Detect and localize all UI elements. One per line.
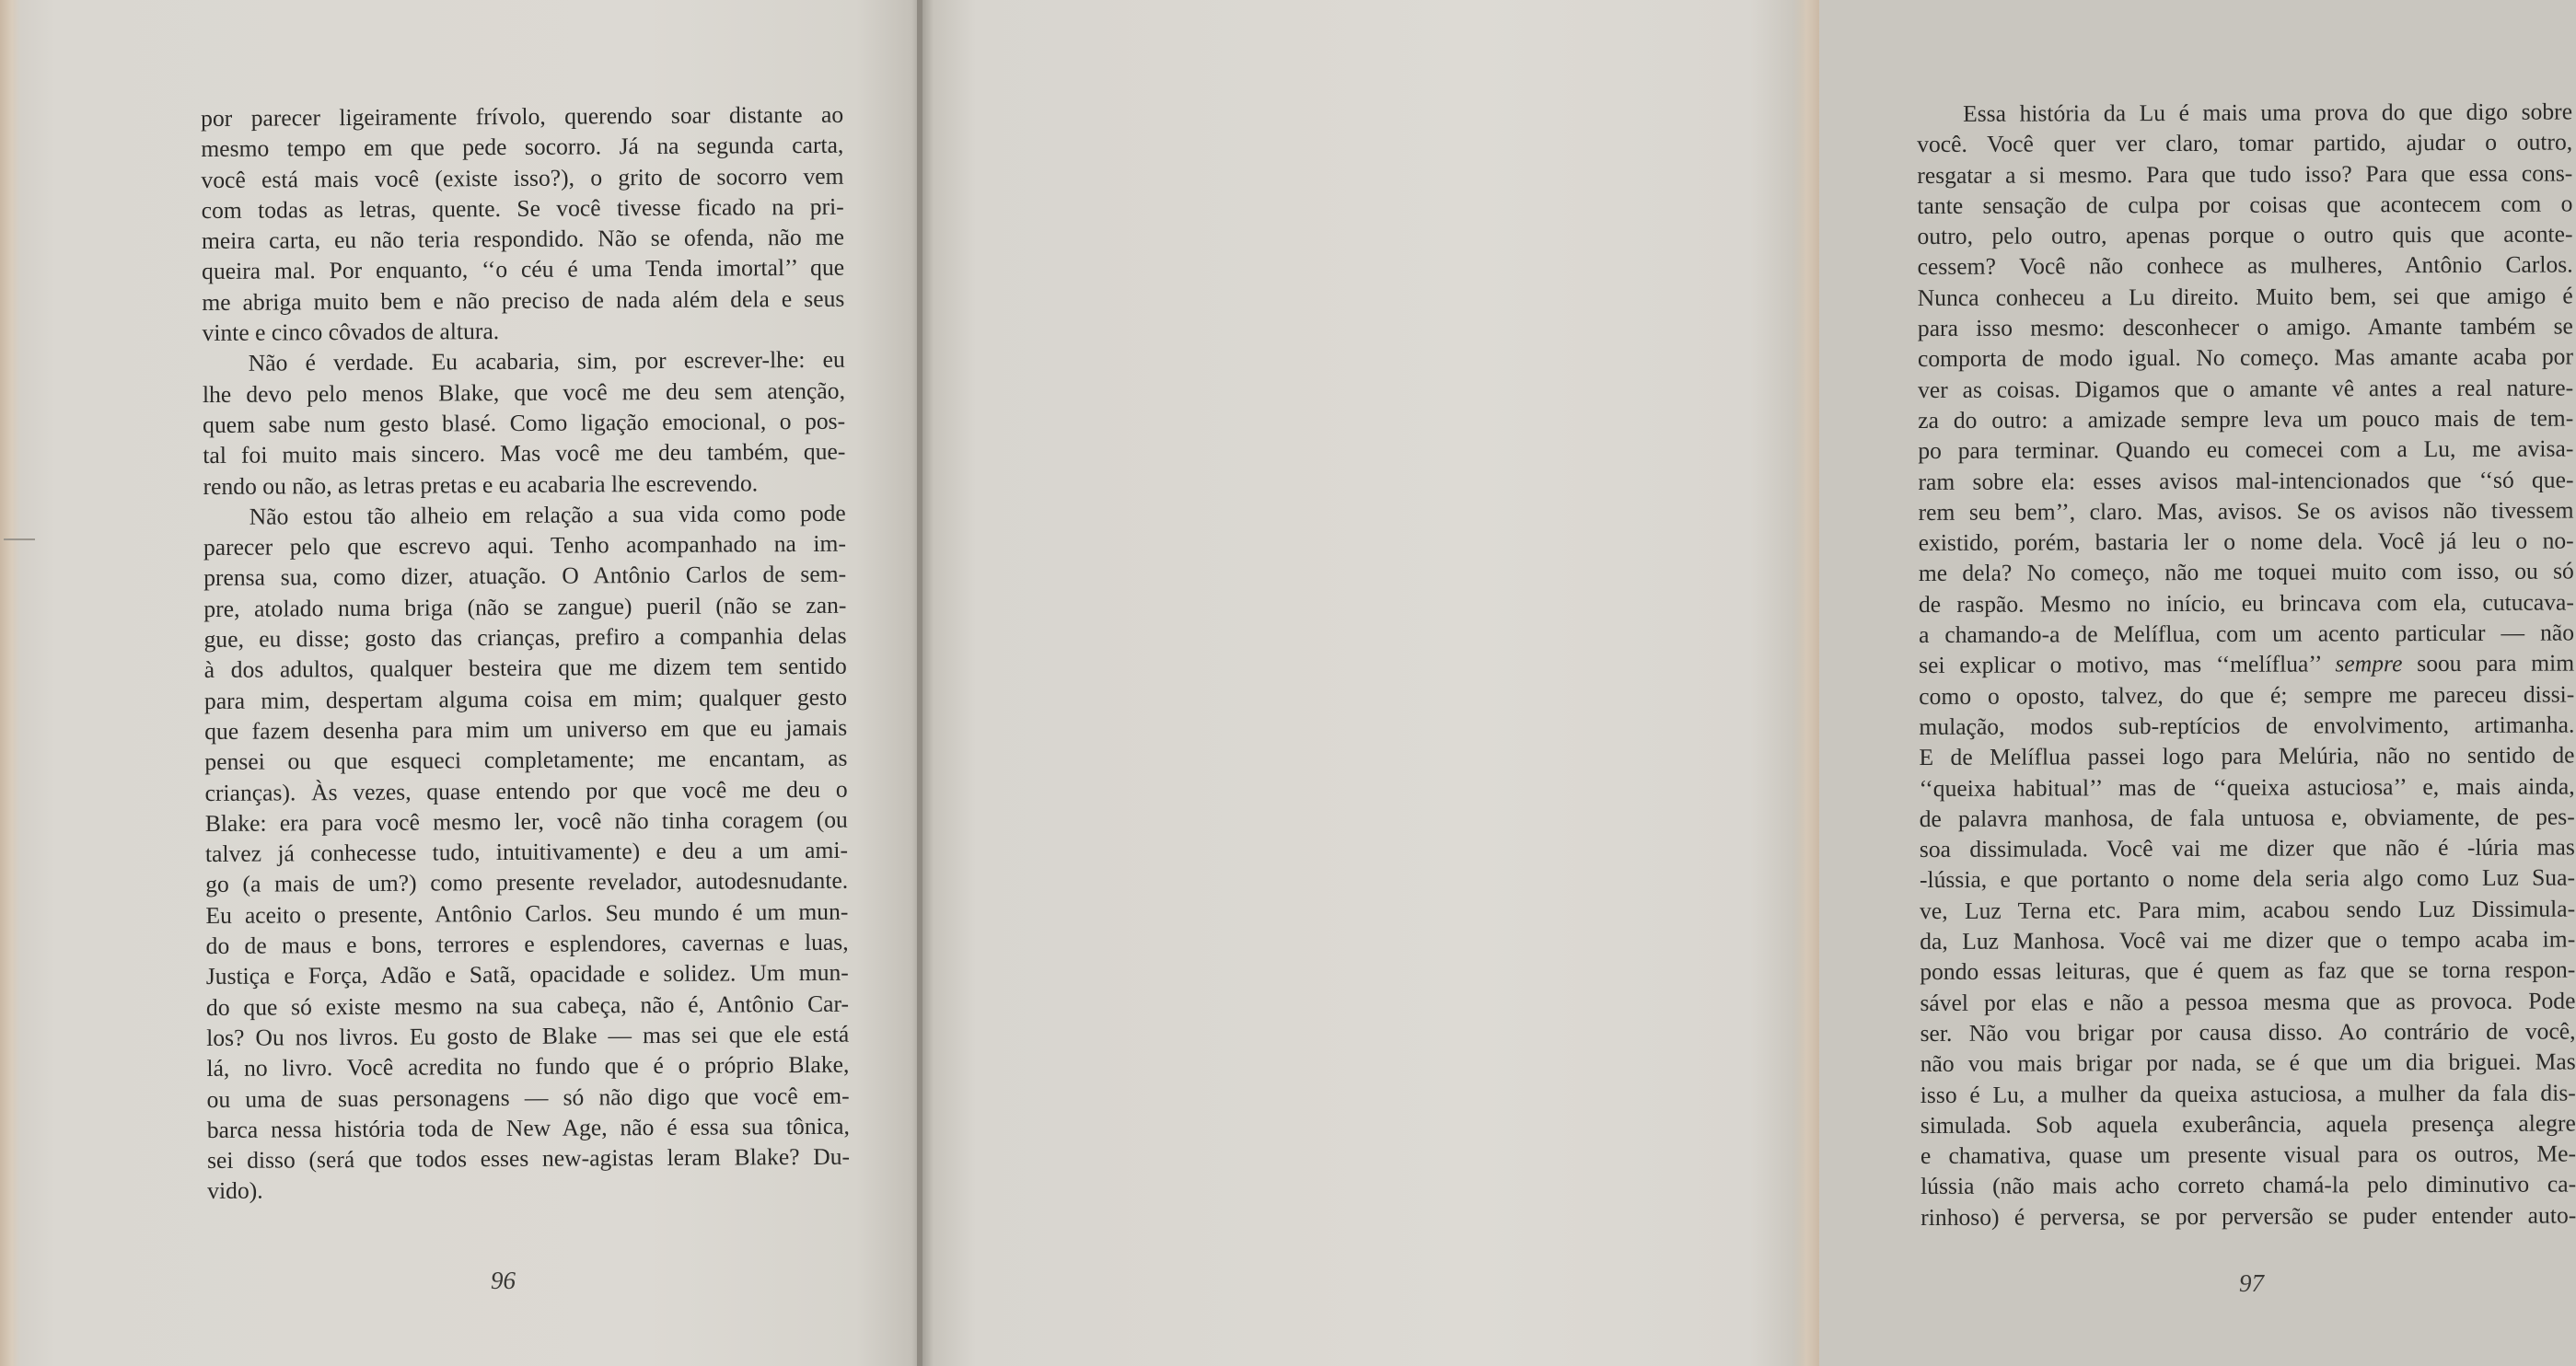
text-line: sável por elas e não a pessoa mesma que as provoca. Pode (1920, 987, 2576, 1016)
text-line: você. Você quer ver claro, tomar partido, ajudar o outro, (1917, 128, 2573, 158)
text-line: quem sabe num gesto blasé. Como ligação emocional, o pos- (203, 407, 846, 438)
text-line: meira carta, eu não teria respondido. Não se ofenda, não me (201, 223, 844, 255)
text-line: pre, atolado numa briga (não se zangue) pueril (não se zan- (203, 591, 847, 622)
text-line: za do outro: a amizade sempre leva um pouco mais de tem- (1918, 404, 2574, 434)
text-line: não vou mais brigar por nada, se é que um dia briguei. Mas (1920, 1048, 2576, 1078)
right-page-text (1917, 97, 2576, 1233)
text-line: talvez já conhecesse tudo, intuitivamente) e deu a um ami- (204, 836, 849, 868)
text-line: rendo ou não, as letras pretas e eu acabaria lhe escrevendo. (203, 469, 759, 500)
page-edge-mark (4, 538, 35, 540)
text-line: pensei ou que esqueci completamente; me encantam, as (204, 744, 848, 776)
text-line: vinte e cinco côvados de altura. (202, 318, 500, 347)
text-line: parecer pelo que escrevo aqui. Tenho acompanhado na im- (203, 529, 847, 561)
text-line: go (a mais de um?) como presente revelador, autodesnudante. (205, 867, 849, 898)
left-page-edge (0, 0, 20, 1366)
text-line: ser. Não vou brigar por causa disso. Ao contrário de você, (1920, 1017, 2576, 1047)
text-line: do que só existe mesmo na sua cabeça, não é, Antônio Car- (205, 990, 850, 1021)
text-line: tal foi muito mais sincero. Mas você me deu também, que- (203, 437, 846, 469)
text-line: crianças). Às vezes, quase entendo por que você me deu o (204, 775, 848, 806)
text-line: E de Melíflua passei logo para Melúria, não no sentido de (1919, 741, 2575, 771)
text-line: Blake: era para você mesmo ler, você não tinha coragem (ou (204, 805, 848, 837)
text-line: a chamando-a de Melíflua, com um acento particular — não (1918, 619, 2575, 649)
text-line: da, Luz Manhosa. Você vai me dizer que o tempo acaba im- (1920, 925, 2576, 955)
book-gutter (917, 0, 922, 1366)
text-line: rinhoso) é perversa, se por perversão se puder entender auto- (1920, 1201, 2576, 1231)
text-line: rem seu bem’’, claro. Mas, avisos. Se os avisos não tivessem (1918, 496, 2574, 526)
text-line: vido). (207, 1176, 263, 1205)
text-line: soa dissimulada. Você vai me dizer que não é -lúria mas (1919, 833, 2575, 863)
text-line: simulada. Sob aquela exuberância, aquela presença alegre (1920, 1109, 2576, 1139)
text-line: Eu aceito o presente, Antônio Carlos. Seu mundo é um mun- (205, 897, 849, 929)
text-line: ve, Luz Terna etc. Para mim, acabou sendo Luz Dissimula- (1920, 895, 2576, 924)
text-line: Justiça e Força, Adão e Satã, opacidade e solidez. Um mun- (205, 959, 849, 990)
text-line: e chamativa, quase um presente visual para os outros, Me- (1920, 1140, 2576, 1170)
text-line: me abriga muito bem e não preciso de nada além dela e seus (202, 284, 845, 316)
text-line: isso é Lu, a mulher da queixa astuciosa, a mulher da fala dis- (1920, 1079, 2576, 1108)
text-line: pondo essas leituras, que é quem as faz que se torna respon- (1920, 955, 2576, 986)
text-line: ver as coisas. Digamos que o amante vê antes a real nature- (1918, 374, 2574, 403)
text-line: à dos adultos, qualquer besteira que me dizem tem sentido (203, 653, 847, 684)
text-line: resgatar a si mesmo. Para que tudo isso? Para que essa cons- (1917, 159, 2573, 189)
text-line: po para terminar. Quando eu comecei com a Lu, me avisa- (1918, 434, 2574, 465)
text-line: você está mais você (existe isso?), o grito de socorro vem (201, 162, 844, 193)
text-line: Não é verdade. Eu acabaria, sim, por escrever-lhe: eu (248, 346, 845, 377)
text-line: para mim, despertam alguma coisa em mim; qualquer gesto (203, 683, 848, 714)
text-line: sei explicar o motivo, mas ‘‘melíflua’’ sempre soou para mim (1919, 649, 2575, 679)
text-line: de palavra manhosa, de fala untuosa e, obviamente, de pes- (1919, 803, 2575, 832)
right-page (921, 0, 2576, 1366)
text-line: lhe devo pelo menos Blake, que você me deu sem atenção, (202, 376, 846, 408)
text-line: mesmo tempo em que pede socorro. Já na segunda carta, (201, 132, 844, 163)
right-page-number: 97 (2239, 1269, 2264, 1297)
text-line: cessem? Você não conhece as mulheres, Antônio Carlos. (1917, 250, 2573, 281)
text-line: de raspão. Mesmo no início, eu brincava com ela, cutucava- (1918, 588, 2574, 618)
left-page-text (201, 99, 850, 1207)
text-line: sei disso (será que todos esses new-agistas leram Blake? Du- (206, 1142, 851, 1175)
text-line: ‘‘queixa habitual’’ mas de ‘‘queixa astuciosa’’ e, mais ainda, (1919, 772, 2575, 802)
text-line: Não estou tão alheio em relação a sua vida como pode (249, 499, 846, 530)
text-line: Essa história da Lu é mais uma prova do que digo sobre (1963, 98, 2573, 127)
text-line: me dela? No começo, não me toquei muito com isso, ou só (1918, 557, 2574, 587)
text-line: outro, pelo outro, apenas porque o outro quis que aconte- (1917, 220, 2573, 250)
left-page-number: 96 (491, 1267, 516, 1294)
text-line: para isso mesmo: desconhecer o amigo. Amante também se (1917, 312, 2573, 342)
text-line: ou uma de suas personagens — só não digo que você em- (206, 1082, 850, 1113)
text-line: tante sensação de culpa por coisas que acontecem com o (1917, 190, 2573, 219)
text-line: ram sobre ela: esses avisos mal-intencionados que ‘‘só que- (1918, 466, 2574, 495)
text-line: lá, no livro. Você acredita no fundo que é o próprio Blake, (206, 1050, 850, 1082)
text-line: como o oposto, talvez, do que é; sempre me pareceu dissi- (1919, 680, 2575, 710)
text-line: por parecer ligeiramente frívolo, querendo soar distante ao (201, 100, 844, 132)
text-line: gue, eu disse; gosto das crianças, prefiro a companhia delas (203, 621, 847, 654)
text-line: Nunca conheceu a Lu direito. Muito bem, sei que amigo é (1917, 282, 2573, 311)
text-line: los? Ou nos livros. Eu gosto de Blake — mas sei que ele está (206, 1020, 850, 1051)
text-line: comporta de modo igual. No começo. Mas amante acaba por (1917, 342, 2574, 373)
text-line: que fazem desenha para mim um universo em que eu jamais (204, 713, 848, 745)
text-line: do de maus e bons, terrores e esplendores, cavernas e luas, (205, 928, 849, 959)
left-page (0, 0, 921, 1366)
text-line: mulação, modos sub-reptícios de envolvimento, artimanha. (1919, 711, 2575, 740)
right-page-edge (1793, 0, 1819, 1366)
text-line: lússia (não mais acho correto chamá-la pelo diminutivo ca- (1920, 1170, 2576, 1200)
text-line: prensa sua, como dizer, atuação. O Antônio Carlos de sem- (203, 561, 847, 592)
text-line: -lússia, e que portanto o nome dela seria algo como Luz Sua- (1919, 863, 2576, 894)
text-line: com todas as letras, quente. Se você tivesse ficado na pri- (201, 192, 844, 224)
text-line: barca nessa história toda de New Age, não é essa sua tônica, (206, 1112, 850, 1143)
text-line: existido, porém, bastaria ler o nome dela. Você já leu o no- (1918, 527, 2574, 557)
text-line: queira mal. Por enquanto, ‘‘o céu é uma Tenda imortal’’ que (202, 254, 845, 285)
